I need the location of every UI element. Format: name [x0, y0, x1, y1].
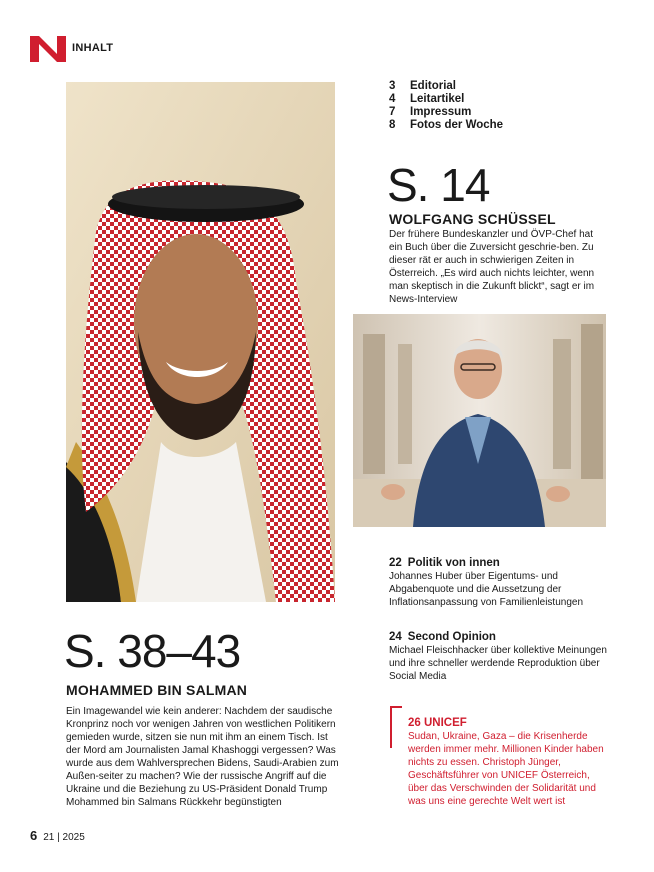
toc-item[interactable]: 4 Leitartikel: [389, 93, 465, 105]
mbs-page-range: S. 38–43: [64, 625, 241, 677]
toc-item[interactable]: 3 Editorial: [389, 80, 457, 92]
toc-item-unicef[interactable]: 26 UNICEF Sudan, Ukraine, Gaza – die Krisenherde werden immer mehr. Millionen Kinder haben nichts zu essen. Christoph Jünger, Geschäftsführer von UNICEF Österreich, über das Verschwinden der Solidarität und was uns eine gerechte Welt wert ist: [408, 717, 604, 807]
schuessel-teaser: Der frühere Bundeskanzler und ÖVP-Chef hat ein Buch über die Zuversicht geschrie-ben. Zu dieser rät er auch in schwierigen Zeiten in Österreich. „Es wird auch nichts leichter, wenn man skeptisch in die Zukunft blickt“, sagt er im News-Interview: [389, 229, 595, 305]
mbs-headline[interactable]: MOHAMMED BIN SALMAN: [66, 682, 248, 698]
toc-item-politik[interactable]: 22 Politik von innen Johannes Huber über Eigentums- und Abgabenquote und die Aussetzung der Inflationsanpassung von Familienleistungen: [389, 557, 584, 608]
schuessel-page-number: S. 14: [387, 159, 490, 211]
toc-item[interactable]: 8 Fotos der Woche: [389, 119, 504, 131]
table-of-contents: [389, 80, 503, 132]
page-number: 6: [30, 828, 38, 843]
section-label: INHALT: [72, 42, 114, 54]
toc-item-second-opinion[interactable]: 24 Second Opinion Michael Fleischhacker über kollektive Meinungen und ihre schneller werdende Reproduktion über Social Media: [389, 631, 607, 682]
page-footer: [30, 828, 85, 843]
mbs-teaser: Ein Imagewandel wie kein anderer: Nachdem der saudische Kronprinz noch vor wenigen Jahren von westlichen Politikern gemieden wurde, sitzen sie nun mit ihm an einem Tisch. Ist der Mord am Journalisten Jamal Khashoggi vergessen? Was wurde aus dem Wahlversprechen Bidens, Saudi-Arabien zum Außen-seiter zu machen? Wie der russische Angriff auf die Ukraine und die Beziehung zu US-Präsident Donald Trump Mohammed bin Salmans Rückkehr begünstigten: [66, 706, 339, 808]
issue-number: 21 | 2025: [43, 832, 85, 843]
wolfgang-schuessel-photo: [353, 314, 606, 527]
mohammed-bin-salman-photo: [66, 82, 335, 602]
news-logo: [30, 36, 66, 62]
schuessel-headline[interactable]: WOLFGANG SCHÜSSEL: [389, 211, 556, 227]
toc-item[interactable]: 7 Impressum: [389, 106, 472, 118]
unicef-bracket: [390, 706, 402, 748]
